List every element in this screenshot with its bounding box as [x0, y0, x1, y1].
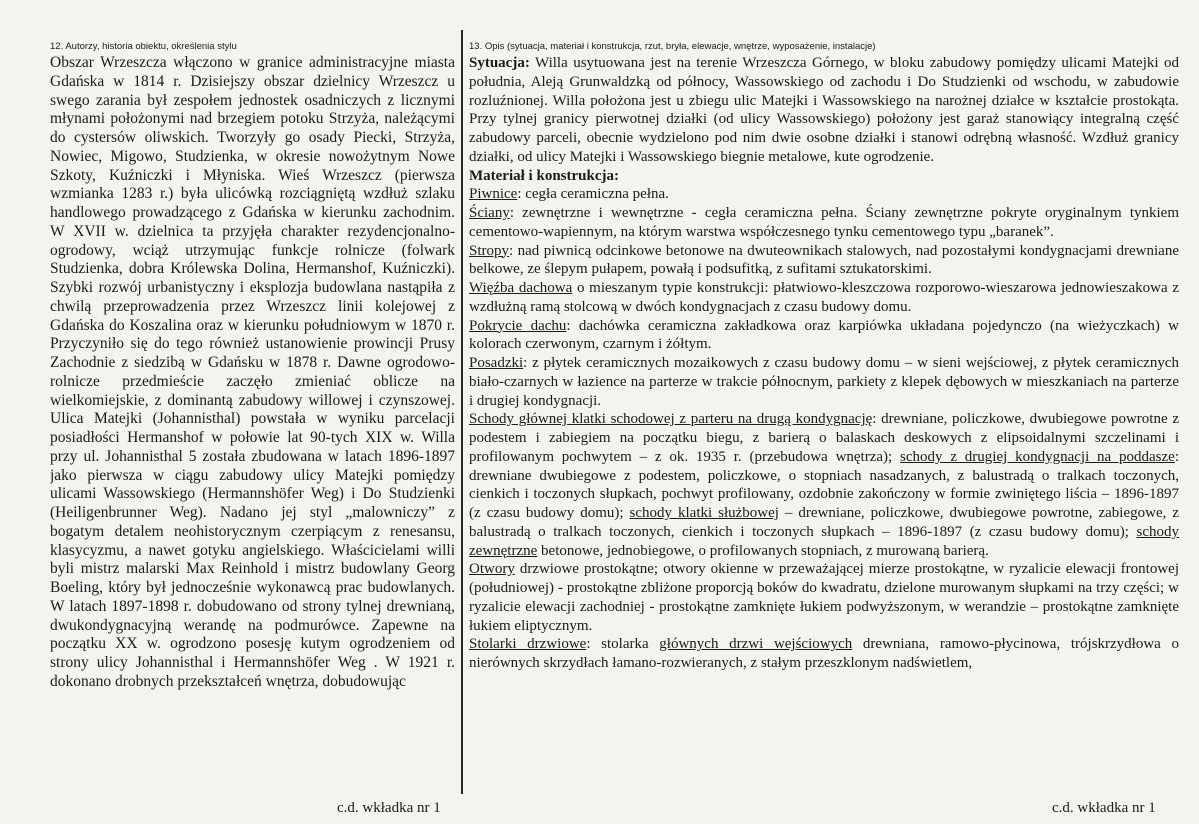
sciany-text: : zewnętrzne i wewnętrzne - cegła ceramiczna pełna. Ściany zewnętrzne pokryte oryginalnym tynkiem cementowo-wapiennym, na którym warstwa współczesnego tynku cementowego typu „baranek”.: [469, 205, 1179, 240]
material-heading: Materiał i konstrukcja:: [469, 167, 619, 184]
wiezba-paragraph: [469, 279, 1179, 317]
posadzki-text: : z płytek ceramicznych mozaikowych z czasu budowy domu – w sieni wejściowej, z płytek ceramicznych biało-czarnych w łazience na parterze w trakcie północnym, parkiety z klepek dębowych w mieszkaniach na parterze i drugiej kondygnacji.: [469, 355, 1179, 409]
posadzki-label: Posadzki: [469, 355, 524, 371]
pokrycie-text: : dachówka ceramiczna zakładkowa oraz karpiówka układana pojedynczo (na wieżyczkach) w kolorach czerwonym, czarnym i żółtym.: [469, 317, 1179, 353]
wiezba-label: Więźba dachowa: [469, 280, 573, 296]
left-column: [50, 40, 455, 790]
right-column: [469, 40, 1179, 790]
pokrycie-paragraph: [469, 317, 1179, 355]
left-continued-note: c.d. wkładka nr 1: [337, 800, 441, 816]
schody-main-label: Schody głównej klatki schodowej z parteru na drugą kondygnację: [469, 411, 873, 428]
piwnice-text: : cegła ceramiczna pełna.: [517, 186, 669, 203]
schody-main-text: : drewniane, policzkowe, dwubiegowe powrotne z podestem i zabiegiem na początku biegu, z barierą o balaskach deskowych z elipsoidalnymi szczelinami i profilowanym pochwytem – z ok. 1935 r. (przebudowa wnętrza);: [469, 411, 1179, 465]
history-text: Obszar Wrzeszcza włączono w granice administracyjne miasta Gdańska w 1814 r. Dzisiejszy obszar dzielnicy Wrzeszcz u swego zarania był zespołem jednostek osadniczych z licznymi młynami położonymi nad brzegiem potoku Strzyża, należącymi do cystersów oliwskich. Tworzyły go osady Piecki, Strzyża, Nowiec, Migowo, Studzienka, w okresie nowożytnym Nowe Szkoty, Kuźniczki i Młyniska. Wieś Wrzeszcz (pierwsza wzmianka 1283 r.) była ulicówką rozciągniętą wzdłuż szlaku handlowego prowadzącego z Gdańska w kierunku zachodnim. W XVII w. dzielnica ta przyjęła charakter rezydencjonalno-ogrodowy, wciąż utrzymując funkcje rolnicze (folwark Studzienka, dobra Królewska Dolina, Hermanshof, Kuźniczki). Szybki rozwój urbanistyczny i eksplozja budowlana nastąpiła z chwilą przeprowadzenia przez Wrzeszcz linii kolejowej z Gdańska do Koszalina oraz w kierunku południowym w 1870 r. Przyczyniło się do tego również ustanowienie prowincji Prusy Zachodnie z siedzibą w Gdańsku w 1878 r. Dawne ogrodowo-rolnicze przedmieście zaczęło zmieniać oblicze na wielkomiejskie, z dominantą zabudowy willowej i czynszowej. Ulica Matejki (Johannisthal) powstała w wyniku parcelacji posiadłości Hermanshof w połowie lat 90-tych XIX w. Willa przy ul. Johannisthal 5 została zbudowana w latach 1896-1897 jako pierwsza w ciągu zabudowy ulicy Matejki pomiędzy ulicami Wassowskiego (Hermannshöfer Weg) i Do Studzienki (Heiligenbrunner Weg). Nadano jej styl „malowniczy” z bogatym detalem neohistorycznym czerpiącym z renesansu, klasycyzmu, a nawet gotyku angielskiego. Właścicielami willi byli mistrz malarski Max Reinhold i mistrz budowlany Georg Boeling, który był jednocześnie wykonawcą prac budowlanych. W latach 1897-1898 r. dobudowano od strony tylnej drewnianą, dwukondygnacyjną werandę na podmurówce. Zapewne na początku XX w. ogrodzono posesję kutym ogrodzeniem od strony ulicy Johannisthal i Hermannshöfer Weg . W 1921 r. dokonano drobnych przekształceń wnętrza, dobudowując: [50, 54, 455, 690]
right-caption: 13. Opis (sytuacja, materiał i konstrukcja, rzut, bryła, elewacje, wnętrze, wyposażenie, instalacje): [469, 41, 876, 52]
right-continued-note: c.d. wkładka nr 1: [1052, 800, 1156, 816]
stolarki-label: Stolarki drzwiowe: [469, 636, 587, 653]
stolarki-label-2: głównych drzwi wejściowych: [659, 636, 853, 653]
sciany-label: Ściany: [469, 205, 510, 221]
posadzki-paragraph: [469, 354, 1179, 410]
stolarki-paragraph: [469, 635, 1179, 673]
wiezba-text: o mieszanym typie konstrukcji: płatwiowo-kleszczowa rozporowo-wieszarowa jednowieszakowa z wzdłużną ramą stolcową w dwóch kondygnacjach z czasu budowy domu.: [469, 280, 1179, 315]
otwory-text: drzwiowe prostokątne; otwory okienne w przeważającej mierze prostokątne, w ryzalicie elewacji frontowej (południowej) - prostokątne zbliżone proporcją boków do kwadratu, dzielone murowanym słupkami na trzy części; w ryzalicie elewacji zachodniej - prostokątne zamknięte łukiem podwyższonym, w werandzie – prostokątne zamknięte łukiem eliptycznym.: [469, 561, 1179, 634]
stolarki-text: drewniana, ramowo-płycinowa, trójskrzydłowa o nierównych skrzydłach łamano-rozwieranych, z stałym przeszklonym nadświetlem,: [469, 636, 1179, 671]
sytuacja-text: Willa usytuowana jest na terenie Wrzeszcza Górnego, w bloku zabudowy pomiędzy ulicami Matejki od południa, Aleją Grunwaldzką od północy, Wassowskiego od zachodu i Do Studzienki od wschodu, w zabudowie rozluźnionej. Willa położona jest u zbiegu ulic Matejki i Wassowskiego na narożnej działce w kształcie prostokąta. Przy tylnej granicy pierwotnej działki (od ulicy Wassowskiego) położony jest garaż stanowiący integralną część zabudowy parceli, obecnie wydzielono pod nim dwie osobne działki i stanowi odrębną własność. Wzdłuż granicy działki, od ulicy Matejki i Wassowskiego biegnie metalowe, kute ogrodzenie.: [469, 55, 1179, 165]
sytuacja-heading: Sytuacja:: [469, 55, 530, 71]
column-divider: [461, 30, 463, 794]
otwory-paragraph: [469, 560, 1179, 635]
schody-attic-text: : drewniane dwubiegowe z podestem, policzkowe, o stopniach nasadzanych, z balustradą o tralkach toczonych, cienkich i toczonych słupkach, pochwyt profilowany, ozdobnie zakończony w formie zwiniętego liścia – 1896-1897 (z czasu budowy domu);: [469, 448, 1179, 521]
sciany-paragraph: [469, 204, 1179, 242]
piwnice-label: Piwnice: [469, 186, 518, 203]
stropy-paragraph: [469, 242, 1179, 280]
left-caption: 12. Autorzy, historia obiektu, określenia stylu: [50, 41, 237, 52]
schody-service-text: – drewniane, policzkowe, dwubiegowe powrotne, zabiegowe, z balustradą o tralkach toczonych, cienkich i toczonych słupkach – 1896-1897 (z czasu budowy domu);: [469, 505, 1179, 540]
schody-external-label: schody zewnętrzne: [469, 523, 1179, 559]
schody-service-label: schody klatki służbowej: [629, 505, 779, 521]
schody-external-text: betonowe, jednobiegowe, o profilowanych stopniach, z murowaną barierą.: [537, 542, 989, 559]
piwnice-paragraph: [469, 185, 1179, 204]
sytuacja-paragraph: [469, 54, 1179, 167]
stropy-label: Stropy: [469, 242, 510, 259]
otwory-label: Otwory: [469, 561, 515, 578]
stolarki-mid: : stolarka: [586, 636, 660, 653]
schody-attic-label: schody z drugiej kondygnacji na poddasze: [900, 448, 1175, 465]
schody-paragraph: [469, 410, 1179, 560]
pokrycie-label: Pokrycie dachu: [469, 317, 567, 334]
stropy-text: : nad piwnicą odcinkowe betonowe na dwuteownikach stalowych, nad pozostałymi kondygnacjami drewniane belkowe, ze ślepym pułapem, powałą i podsufitką, z sufitami sztukatorskimi.: [469, 242, 1179, 278]
